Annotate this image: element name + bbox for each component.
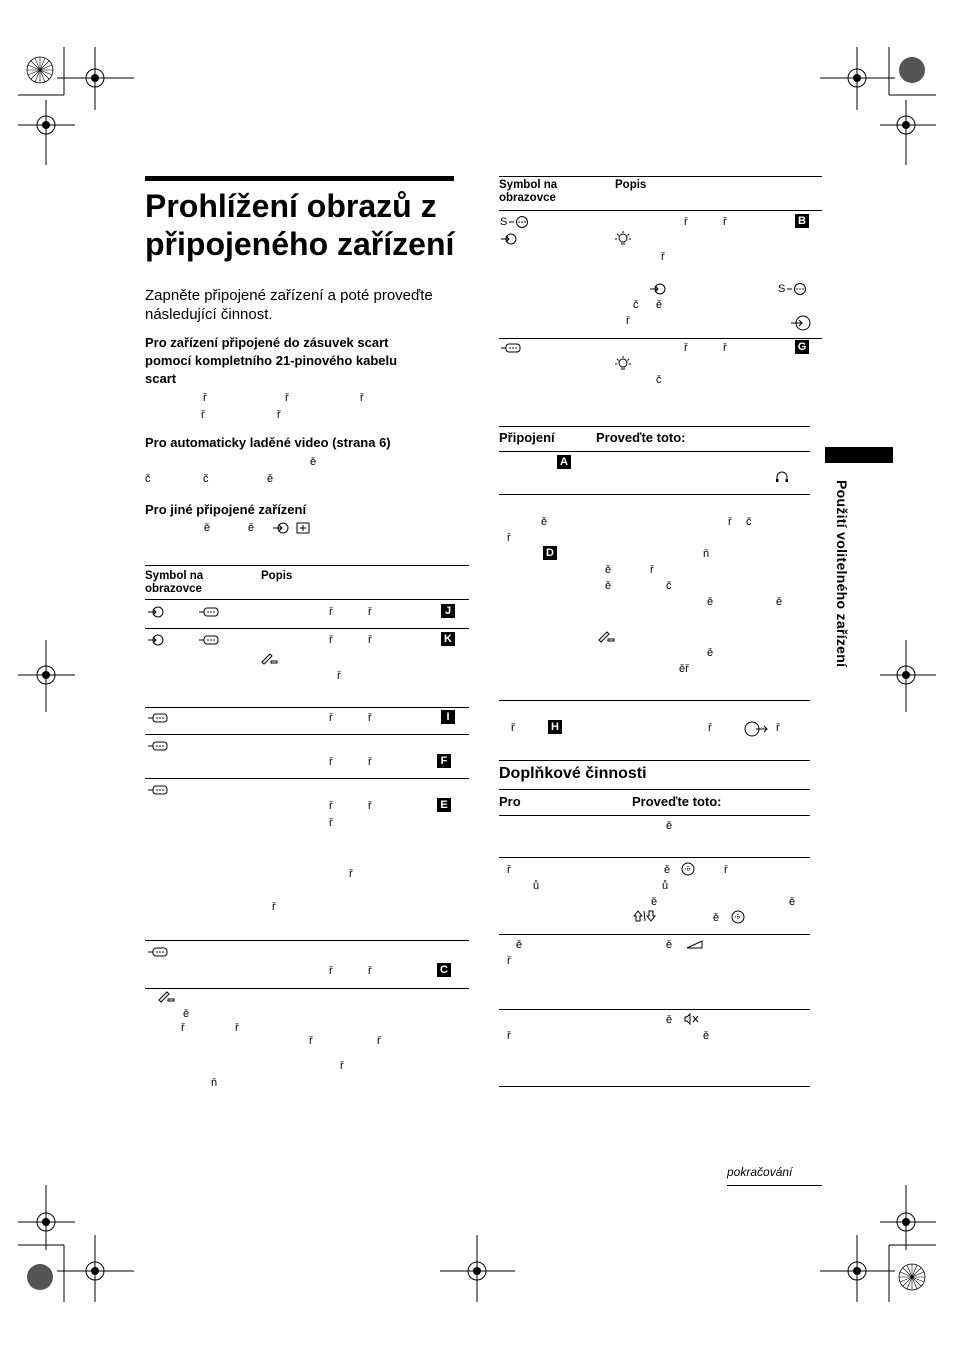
input-icon [500, 233, 518, 245]
row-rule [145, 707, 469, 708]
scart-icon [147, 784, 169, 796]
connect-col2-header: Proveďte toto: [596, 430, 686, 445]
frag: ě [713, 912, 720, 924]
connector-badge-b: B [795, 214, 809, 228]
frag: ř [507, 532, 511, 544]
row-rule [499, 934, 810, 935]
side-tab-label: Použití volitelného zařízení [834, 480, 850, 668]
right-table-top [499, 176, 822, 177]
left-header-l2: obrazovce [145, 583, 202, 595]
frag: ř [181, 1022, 185, 1034]
left-table-top [145, 565, 469, 566]
frag: ř [723, 216, 727, 228]
frag: ř [329, 817, 333, 829]
frag: ř [329, 606, 333, 618]
note-icon [597, 630, 615, 642]
scart-icon [147, 740, 169, 752]
connector-badge-k: K [441, 632, 455, 646]
frag: ě [703, 1030, 710, 1042]
frag: ř [650, 564, 654, 576]
frag: ě [605, 564, 612, 576]
connector-badge-a: A [557, 455, 571, 469]
section-scart-line3: scart [145, 371, 177, 386]
connector-badge-g: G [795, 340, 809, 354]
frag: ě [656, 299, 663, 311]
connect-table-top [499, 426, 810, 427]
row-rule [145, 628, 469, 629]
input-icon [147, 606, 165, 618]
page-title-line1: Prohlížení obrazů z [145, 188, 437, 224]
frag: ř [329, 800, 333, 812]
right-table-header-rule [499, 210, 822, 211]
intro-line1: Zapněte připojené zařízení a poté proveďte [145, 287, 433, 304]
frag: ř [235, 1022, 239, 1034]
frag: ř [724, 864, 728, 876]
left-table-col1-header [145, 570, 203, 596]
headphones-icon [775, 471, 789, 483]
row-rule [499, 494, 810, 495]
frag: ř [708, 722, 712, 734]
connector-badge-c: C [437, 963, 451, 977]
right-table-col1-header [499, 179, 557, 205]
frag: ř [337, 670, 341, 682]
frag: ř [368, 712, 372, 724]
s-video-icon [786, 283, 808, 295]
continued-rule [727, 1185, 822, 1186]
page-title [145, 187, 465, 263]
s-label: S [778, 283, 786, 295]
scart-icon [147, 712, 169, 724]
section-scart-line1: Pro zařízení připojené do zásuvek scart [145, 335, 389, 350]
scart-icon [198, 606, 220, 618]
frag: ř [507, 1030, 511, 1042]
row-rule [145, 778, 469, 779]
extra-table-top [499, 789, 810, 790]
frag: ě [664, 864, 671, 876]
input-icon [272, 522, 290, 534]
frag: ř [728, 516, 732, 528]
frag: ů [662, 880, 669, 892]
frag: ň [211, 1077, 218, 1089]
left-table-col2-header: Popis [261, 570, 293, 582]
continued-label: pokračování [727, 1165, 793, 1179]
left-table-header-rule [145, 599, 469, 600]
frag: ř [272, 901, 276, 913]
scart-icon [198, 634, 220, 646]
extra-heading: Doplňkové činnosti [499, 765, 647, 782]
s-video-icon [508, 216, 530, 228]
section-scart-heading [145, 334, 465, 388]
page-title-line2: připojeného zařízení [145, 226, 455, 262]
frag: ř [776, 722, 780, 734]
frag: ě [776, 596, 783, 608]
ok-button-icon [731, 910, 745, 924]
frag: ě [789, 896, 796, 908]
input-source-icon [296, 522, 310, 534]
frag: ř [368, 800, 372, 812]
connector-badge-i: I [441, 710, 455, 724]
connector-badge-d: D [543, 546, 557, 560]
output-icon [744, 721, 768, 737]
frag: ř [368, 606, 372, 618]
frag: ě [605, 580, 612, 592]
row-rule [499, 338, 822, 339]
frag: ř [203, 392, 207, 404]
row-rule [145, 940, 469, 941]
row-rule [499, 700, 810, 701]
row-rule [499, 857, 810, 858]
frag: č [145, 473, 151, 485]
scart-icon [147, 946, 169, 958]
frag: č [656, 374, 662, 386]
frag: č [666, 580, 672, 592]
frag: ř [511, 722, 515, 734]
extra-col2-header: Proveďte toto: [632, 794, 722, 809]
frag: ě [666, 820, 673, 832]
frag: ř [340, 1060, 344, 1072]
intro-text [145, 286, 465, 324]
frag: ř [661, 251, 665, 263]
frag: ř [309, 1035, 313, 1047]
frag: ě [666, 1014, 673, 1026]
frag: ěř [679, 663, 689, 675]
scart-icon [500, 342, 522, 354]
frag: ě [541, 516, 548, 528]
row-rule [499, 1009, 810, 1010]
note-icon [157, 990, 175, 1002]
frag: ř [329, 756, 333, 768]
frag: ř [360, 392, 364, 404]
connector-badge-e: E [437, 798, 451, 812]
frag: ř [507, 864, 511, 876]
note-icon [260, 652, 278, 664]
frag: ě [707, 596, 714, 608]
frag: ě [267, 473, 274, 485]
right-header-l2: obrazovce [499, 192, 556, 204]
frag: č [633, 299, 639, 311]
frag: ů [533, 880, 540, 892]
left-header-l1: Symbol na [145, 570, 204, 582]
frag: ř [349, 868, 353, 880]
ok-button-icon [681, 862, 695, 876]
up-down-arrows-icon [633, 910, 657, 922]
section-other-heading: Pro jiné připojené zařízení [145, 502, 307, 517]
tip-icon [615, 356, 631, 372]
frag: ě [666, 939, 673, 951]
row-rule [499, 1086, 810, 1087]
frag: ř [684, 342, 688, 354]
frag: ň [703, 548, 710, 560]
connect-col1-header: Připojení [499, 430, 555, 445]
frag: ř [329, 634, 333, 646]
frag: č [746, 516, 752, 528]
connector-badge-j: J [441, 604, 455, 618]
frag: ě [204, 522, 211, 534]
connector-badge-f: F [437, 754, 451, 768]
frag: ě [651, 896, 658, 908]
intro-line2: následující činnost. [145, 306, 273, 323]
frag: ř [723, 342, 727, 354]
row-rule [499, 760, 810, 761]
row-rule [145, 734, 469, 735]
title-rule [145, 176, 454, 181]
extra-header-rule [499, 815, 810, 816]
right-header-l1: Symbol na [499, 179, 558, 191]
frag: ř [507, 955, 511, 967]
s-label: S [500, 216, 508, 228]
frag: ě [516, 939, 523, 951]
volume-icon [686, 940, 704, 950]
input-icon [147, 634, 165, 646]
frag: ě [248, 522, 255, 534]
frag: ř [285, 392, 289, 404]
section-scart-line2: pomocí kompletního 21-pinového kabelu [145, 353, 398, 368]
row-rule [145, 988, 469, 989]
connector-badge-h: H [548, 720, 562, 734]
right-table-col2-header: Popis [615, 179, 647, 191]
side-tab-marker [825, 447, 893, 463]
frag: ě [310, 456, 317, 468]
frag: ř [377, 1035, 381, 1047]
extra-col1-header: Pro [499, 794, 521, 809]
frag: ř [368, 634, 372, 646]
frag: ř [368, 965, 372, 977]
frag: č [203, 473, 209, 485]
frag: ř [684, 216, 688, 228]
connect-header-rule [499, 451, 810, 452]
frag: ř [626, 315, 630, 327]
frag: ř [277, 409, 281, 421]
input-icon [649, 283, 667, 295]
mute-icon [684, 1013, 700, 1025]
frag: ř [329, 965, 333, 977]
input-circle-icon [790, 315, 812, 331]
frag: ř [368, 756, 372, 768]
tip-icon [615, 231, 631, 247]
section-video-heading: Pro automaticky laděné video (strana 6) [145, 435, 391, 450]
frag: ě [707, 647, 714, 659]
frag: ř [329, 712, 333, 724]
frag: ř [201, 409, 205, 421]
frag: ě [183, 1008, 190, 1020]
